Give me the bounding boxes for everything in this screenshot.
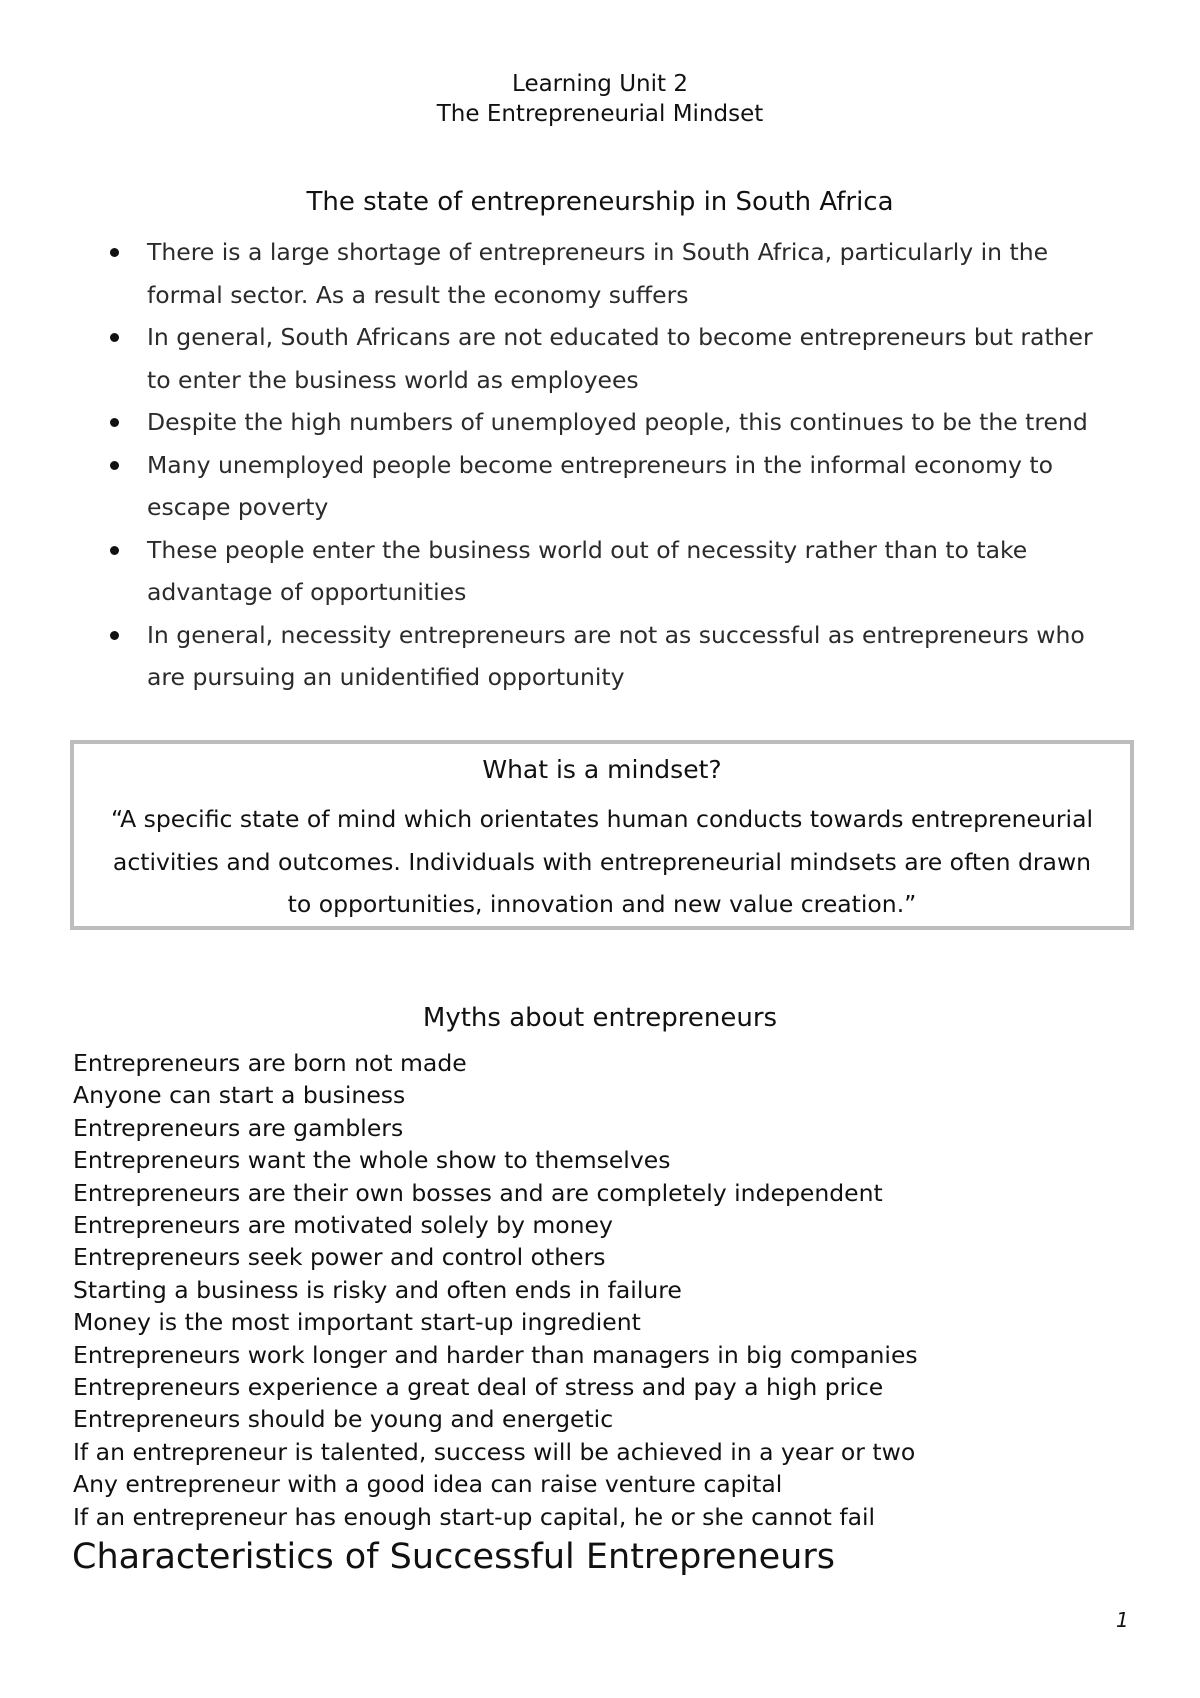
bullet-icon (110, 248, 119, 257)
list-item: Entrepreneurs seek power and control others (73, 1243, 606, 1272)
list-item: Anyone can start a business (73, 1081, 406, 1110)
list-item: Entrepreneurs work longer and harder than managers in big companies (73, 1340, 918, 1369)
list-item: There is a large shortage of entrepreneurs in South Africa, particularly in the formal sector. As a result the economy suffers (110, 231, 1140, 316)
list-item: These people enter the business world out of necessity rather than to take advantage of opportunities (110, 529, 1140, 614)
list-item: Entrepreneurs want the whole show to themselves (73, 1146, 671, 1175)
characteristics-heading: Characteristics of Successful Entrepreneurs (72, 1537, 835, 1577)
list-item: If an entrepreneur has enough start-up capital, he or she cannot fail (73, 1502, 876, 1531)
mindset-box-title: What is a mindset? (482, 755, 722, 784)
list-item: If an entrepreneur is talented, success will be achieved in a year or two (73, 1437, 916, 1466)
bullet-icon (110, 333, 119, 342)
list-item: Many unemployed people become entrepreneurs in the informal economy to escape poverty (110, 444, 1140, 529)
list-item: Entrepreneurs are born not made (73, 1049, 467, 1077)
mindset-definition-box (70, 740, 1134, 930)
list-item: Entrepreneurs are gamblers (73, 1113, 404, 1142)
list-item: Any entrepreneur with a good idea can raise venture capital (73, 1470, 783, 1499)
state-bullet-list (110, 231, 1140, 699)
list-item: Entrepreneurs should be young and energetic (73, 1405, 614, 1434)
list-item: In general, South Africans are not educated to become entrepreneurs but rather to enter the business world as employees (110, 316, 1140, 401)
list-item: Entrepreneurs are their own bosses and are completely independent (73, 1178, 883, 1207)
page-number: 1 (1116, 1608, 1129, 1632)
list-item: Despite the high numbers of unemployed people, this continues to be the trend (110, 401, 1140, 444)
myths-list (73, 1047, 918, 1533)
list-item: Starting a business is risky and often ends in failure (73, 1275, 682, 1304)
list-item: Money is the most important start-up ingredient (73, 1308, 641, 1337)
document-title: The Entrepreneurial Mindset (436, 101, 764, 127)
list-item: In general, necessity entrepreneurs are not as successful as entrepreneurs who are pursuing an unidentified opportunity (110, 614, 1140, 699)
list-item: Entrepreneurs experience a great deal of stress and pay a high price (73, 1373, 884, 1402)
bullet-icon (110, 546, 119, 555)
bullet-icon (110, 461, 119, 470)
list-item: Entrepreneurs are motivated solely by money (73, 1211, 613, 1240)
bullet-icon (110, 631, 119, 640)
state-section-heading: The state of entrepreneurship in South Africa (306, 187, 894, 217)
unit-title: Learning Unit 2 (512, 71, 688, 97)
mindset-quote: “A specific state of mind which orientates human conducts towards entrepreneurial activities and outcomes. Individuals with entrepreneurial mindsets are often drawn to opportunities, innovation and new value creation.” (110, 805, 1094, 918)
bullet-icon (110, 418, 119, 427)
myths-section-heading: Myths about entrepreneurs (422, 1003, 778, 1033)
